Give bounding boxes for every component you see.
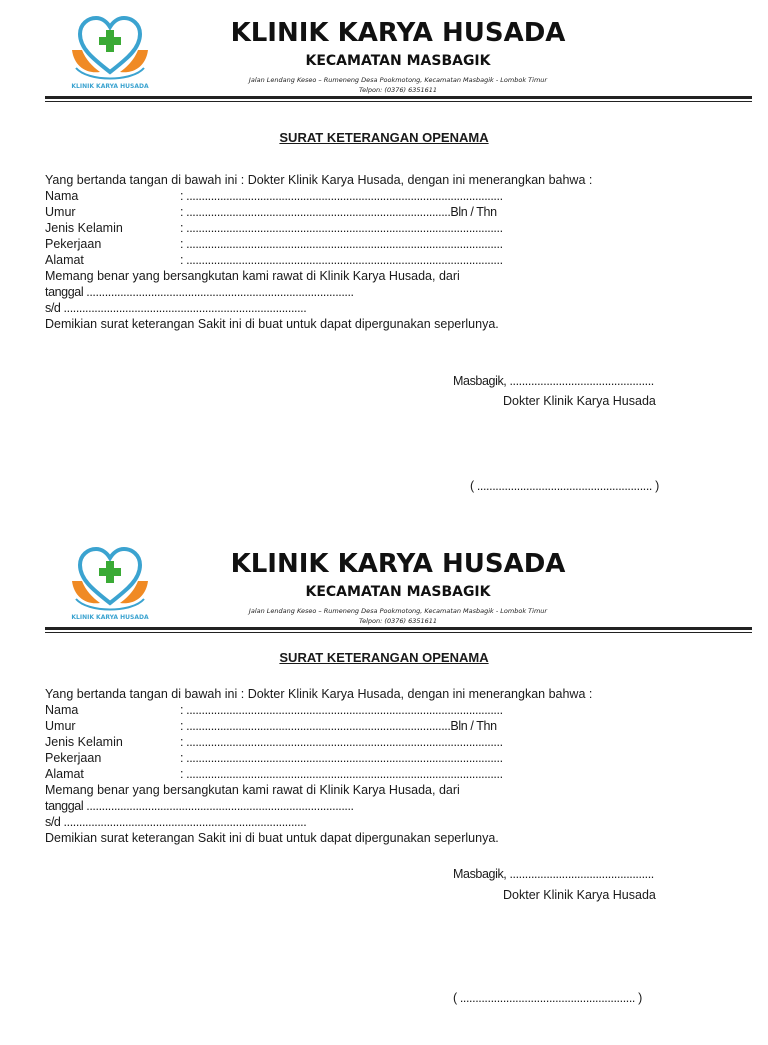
header-divider-thin	[45, 101, 752, 102]
clinic-logo	[62, 541, 158, 623]
header-divider-thin	[45, 632, 752, 633]
field-label-pekerjaan: Pekerjaan	[45, 751, 102, 765]
field-value-jenis-kelamin: : .......................................................................................................	[180, 221, 503, 235]
field-value-nama: : .......................................................................................................	[180, 189, 503, 203]
closing-text: Demikian surat keterangan Sakit ini di buat untuk dapat dipergunakan seperlunya.	[45, 317, 499, 331]
header-divider	[45, 627, 752, 630]
closing-text: Demikian surat keterangan Sakit ini di buat untuk dapat dipergunakan seperlunya.	[45, 831, 499, 845]
field-label-nama: Nama	[45, 189, 79, 203]
date-to: s/d ...............................................................................	[45, 301, 307, 315]
clinic-logo	[62, 10, 158, 92]
field-value-pekerjaan: : .......................................................................................................	[180, 751, 503, 765]
clinic-address: Jalan Lendang Keseo – Rumeneng Desa Pookmotong, Kecamatan Masbagik - Lombok Timur	[248, 76, 548, 84]
clinic-phone: Telpon: (0376) 6351611	[358, 617, 438, 625]
field-label-alamat: Alamat	[45, 767, 84, 781]
district-name: KECAMATAN MASBAGIK	[305, 584, 491, 600]
signature-role: Dokter Klinik Karya Husada	[503, 394, 656, 408]
statement-text: Memang benar yang bersangkutan kami rawat di Klinik Karya Husada, dari	[45, 269, 460, 283]
field-value-jenis-kelamin: : .......................................................................................................	[180, 735, 503, 749]
field-value-umur: : ......................................................................................Bln / Thn	[180, 205, 497, 219]
signature-place-date: Masbagik, ...............................................	[453, 867, 654, 881]
district-name: KECAMATAN MASBAGIK	[305, 53, 491, 69]
field-label-jenis-kelamin: Jenis Kelamin	[45, 221, 123, 235]
document-title: SURAT KETERANGAN OPENAMA	[279, 650, 489, 665]
field-value-pekerjaan: : .......................................................................................................	[180, 237, 503, 251]
signature-name: ( ......................................................... )	[453, 991, 642, 1005]
signature-place-date: Masbagik, ...............................................	[453, 374, 654, 388]
intro-text: Yang bertanda tangan di bawah ini : Dokter Klinik Karya Husada, dengan ini menerangkan bahwa :	[45, 173, 593, 187]
signature-name: ( ......................................................... )	[470, 479, 659, 493]
field-value-umur: : ......................................................................................Bln / Thn	[180, 719, 497, 733]
statement-text: Memang benar yang bersangkutan kami rawat di Klinik Karya Husada, dari	[45, 783, 460, 797]
field-label-alamat: Alamat	[45, 253, 84, 267]
field-label-nama: Nama	[45, 703, 79, 717]
field-label-pekerjaan: Pekerjaan	[45, 237, 102, 251]
header-divider	[45, 96, 752, 99]
date-from: tanggal .......................................................................................	[45, 799, 354, 813]
intro-text: Yang bertanda tangan di bawah ini : Dokter Klinik Karya Husada, dengan ini menerangkan bahwa :	[45, 687, 593, 701]
field-label-umur: Umur	[45, 205, 76, 219]
field-label-umur: Umur	[45, 719, 76, 733]
clinic-phone: Telpon: (0376) 6351611	[358, 86, 438, 94]
field-label-jenis-kelamin: Jenis Kelamin	[45, 735, 123, 749]
signature-role: Dokter Klinik Karya Husada	[503, 888, 656, 902]
date-to: s/d ...............................................................................	[45, 815, 307, 829]
field-value-alamat: : .......................................................................................................	[180, 767, 503, 781]
clinic-name: KLINIK KARYA HUSADA	[230, 549, 566, 579]
clinic-name: KLINIK KARYA HUSADA	[230, 18, 566, 48]
date-from: tanggal .......................................................................................	[45, 285, 354, 299]
field-value-alamat: : .......................................................................................................	[180, 253, 503, 267]
clinic-address: Jalan Lendang Keseo – Rumeneng Desa Pookmotong, Kecamatan Masbagik - Lombok Timur	[248, 607, 548, 615]
field-value-nama: : .......................................................................................................	[180, 703, 503, 717]
svg-text:KLINIK KARYA HUSADA: KLINIK KARYA HUSADA	[71, 614, 149, 621]
document-title: SURAT KETERANGAN OPENAMA	[279, 130, 489, 145]
svg-text:KLINIK KARYA HUSADA: KLINIK KARYA HUSADA	[71, 83, 149, 90]
letter-1	[0, 0, 768, 514]
letter-2	[0, 531, 768, 1045]
